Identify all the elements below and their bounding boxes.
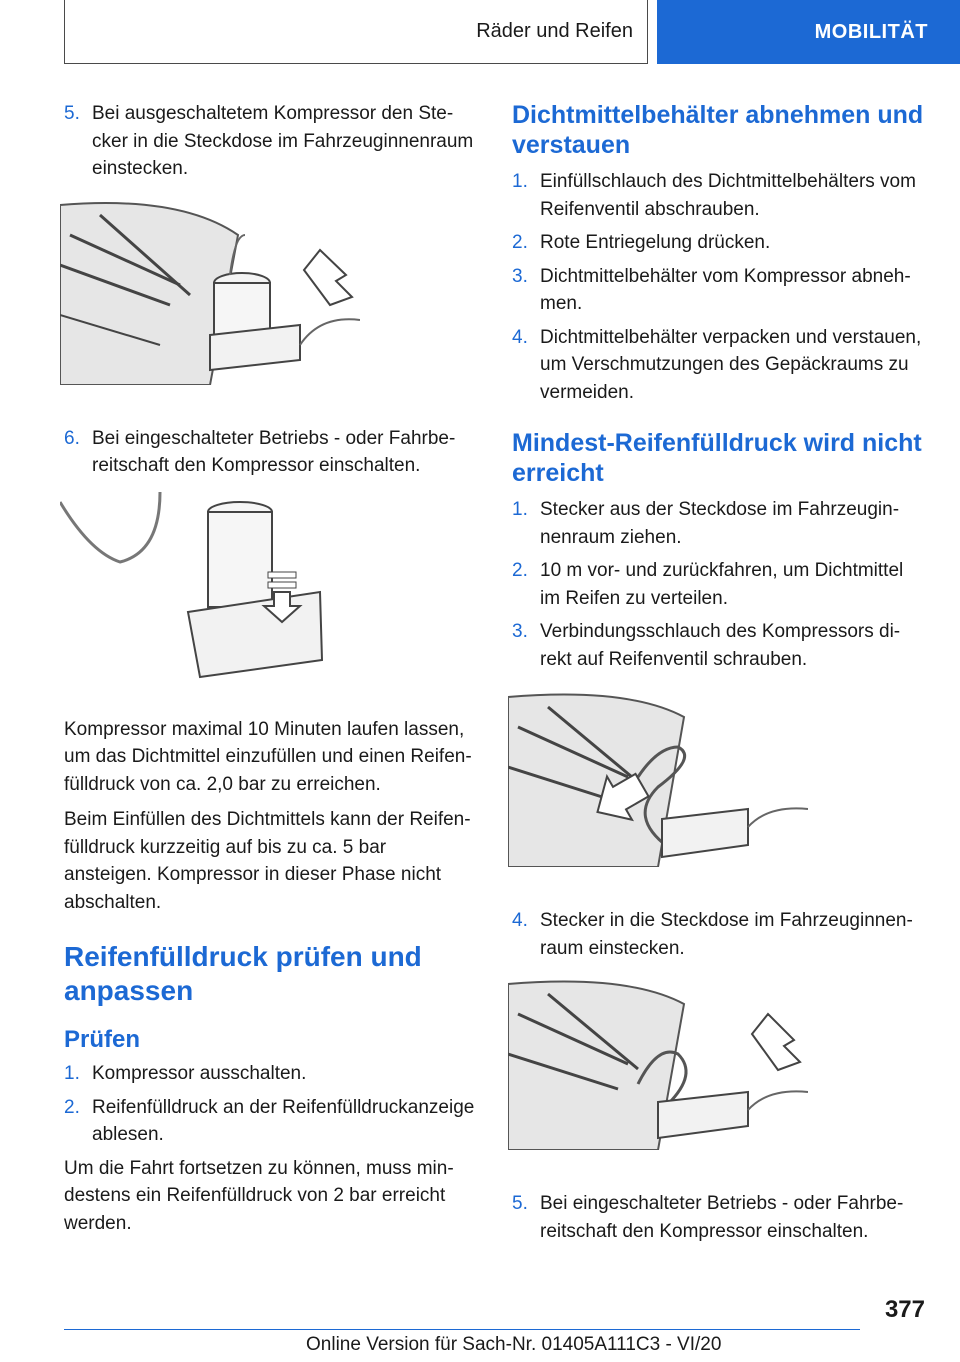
min-step-3: 3. Verbindungsschlauch des Kompressors di-rekt auf Reifenventil schrauben. [512,621,901,670]
remove-step-2: 2. Rote Entriegelung drücken. [512,232,771,253]
figure-compressor-plug [60,195,360,385]
subheading-check: Prüfen [64,1026,141,1053]
footer-version: Online Version für Sach-Nr. 01405A111C3 - VI/20 [306,1334,722,1355]
section-title: Räder und Reifen [476,20,633,42]
step-5: 5. Bei ausgeschaltetem Kompressor den Ste-cker in die Steckdose im Fahrzeuginnenraum einstecken. [64,103,474,179]
paragraph-pressure-rise: Beim Einfüllen des Dichtmittels kann der Reifen-fülldruck kurzzeitig auf bis zu ca. 5 bar ansteigen. Kompressor in dieser Phase nicht abschalten. [64,809,471,913]
check-step-1: 1. Kompressor ausschalten. [64,1063,307,1084]
header-section [64,0,648,64]
left-column [64,100,476,1245]
figure-hose-to-valve [508,687,808,867]
paragraph-run-compressor: Kompressor maximal 10 Minuten laufen lassen, um das Dichtmittel einzufüllen und einen Reifen-fülldruck von ca. 2,0 bar zu erreichen. [64,718,472,795]
paragraph-minimum-pressure: Um die Fahrt fortsetzen zu können, muss min-destens ein Reifenfülldruck von 2 bar erreicht werden. [64,1157,454,1234]
figure-compressor-switch [60,492,360,692]
heading-remove-container: Dichtmittelbehälter abnehmen und verstauen [512,101,924,159]
footer-divider [64,1329,860,1330]
min-step-4: 4. Stecker in die Steckdose im Fahrzeuginnen-raum einstecken. [512,910,913,959]
remove-step-4: 4. Dichtmittelbehälter verpacken und verstauen, um Verschmutzungen des Gepäckraums zu vermeiden. [512,326,922,403]
chapter-title: MOBILITÄT [814,20,928,43]
remove-step-1: 1. Einfüllschlauch des Dichtmittelbehälters vom Reifenventil abschrauben. [512,171,916,220]
remove-step-3: 3. Dichtmittelbehälter vom Kompressor abneh-men. [512,265,911,314]
step-6: 6. Bei eingeschalteter Betriebs - oder Fahrbe-reitschaft den Kompressor einschalten. [64,427,456,476]
heading-min-pressure-not-reached: Mindest-Reifenfülldruck wird nicht erreicht [512,429,922,487]
page-number: 377 [884,1296,925,1323]
right-column [512,100,928,1251]
heading-check-pressure: Reifenfülldruck prüfen und anpassen [64,941,422,1006]
check-step-2: 2. Reifenfülldruck an der Reifenfülldruckanzeige ablesen. [64,1096,475,1145]
min-step-1: 1. Stecker aus der Steckdose im Fahrzeugin-nenraum ziehen. [512,499,900,548]
min-step-2: 2. 10 m vor- und zurückfahren, um Dichtmittel im Reifen zu verteilen. [512,560,904,609]
figure-compressor-plug-2 [508,974,808,1150]
min-step-5: 5. Bei eingeschalteter Betriebs - oder Fahrbe-reitschaft den Kompressor einschalten. [512,1193,904,1242]
header-chapter [657,0,960,64]
